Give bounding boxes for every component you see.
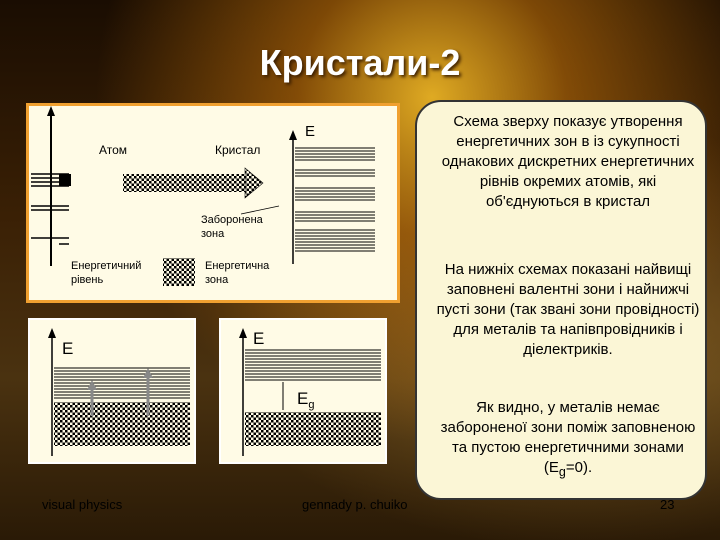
forbidden-zone-pointer (241, 206, 279, 214)
metal-excitation-arrow-1-icon (87, 380, 97, 390)
transition-arrow-icon (245, 168, 263, 198)
band-formation-diagram (26, 103, 400, 303)
crystal-axis-arrow-icon (289, 130, 297, 140)
explanation-panel (415, 100, 707, 500)
footer-left: visual physics (42, 497, 123, 512)
page-number: 23 (660, 497, 675, 512)
label-crystal: Кристал (215, 143, 261, 157)
transition-arrow-body (123, 174, 245, 192)
legend-level-line2: рівень (71, 274, 104, 286)
atom-axis-arrow-icon (47, 106, 55, 116)
explanation-paragraph-3: Як видно, у металів немає забороненої зони поміж заповненою та пустою енергетичними зонами $(E_g=0)$. (440, 399, 696, 479)
label-forbidden-zone-line2: зона (201, 228, 225, 240)
footer-center: gennady p. chuiko (302, 497, 408, 512)
legend-band-line2: зона (205, 274, 229, 286)
legend-band-line1: Енергетична (205, 260, 270, 272)
metal-label-e: E (62, 339, 74, 358)
label-forbidden-zone-line1: Заборонена (201, 214, 263, 226)
band-formation-svg (29, 106, 397, 300)
explanation-paragraph-1: Схема зверху показує утворення енергетичних зон в із сукупності однакових дискретних енергетичних рівнів окремих атомів, які об'єднуються в кристал (441, 113, 695, 210)
semiconductor-conduction-band (245, 350, 381, 380)
metal-conduction-band (54, 368, 190, 398)
slide-title: Кристали-2 (259, 42, 461, 83)
semiconductor-label-e: E (253, 329, 265, 348)
semiconductor-band-diagram (219, 318, 387, 464)
semiconductor-band-svg (221, 320, 385, 462)
metal-axis-arrow-icon (48, 328, 56, 338)
semiconductor-valence-band (245, 412, 381, 446)
legend-band-swatch (163, 258, 195, 286)
label-e-top: E (305, 123, 316, 140)
crystal-bands (295, 148, 375, 251)
semiconductor-label-eg: $E_g$ (297, 389, 315, 411)
metal-band-diagram (28, 318, 196, 464)
metal-valence-band (54, 402, 190, 446)
label-atom: Атом (99, 143, 128, 157)
metal-excitation-arrow-2-icon (143, 368, 153, 378)
legend-level-line1: Енергетичний (71, 260, 142, 272)
explanation-paragraph-2: На нижніх схемах показані найвищі заповнені валентні зони і найнижчі пусті зони (так звані зони провідності) для металів та напівпровідників і діелектриків. (436, 261, 700, 358)
semiconductor-axis-arrow-icon (239, 328, 247, 338)
metal-band-svg (30, 320, 194, 462)
